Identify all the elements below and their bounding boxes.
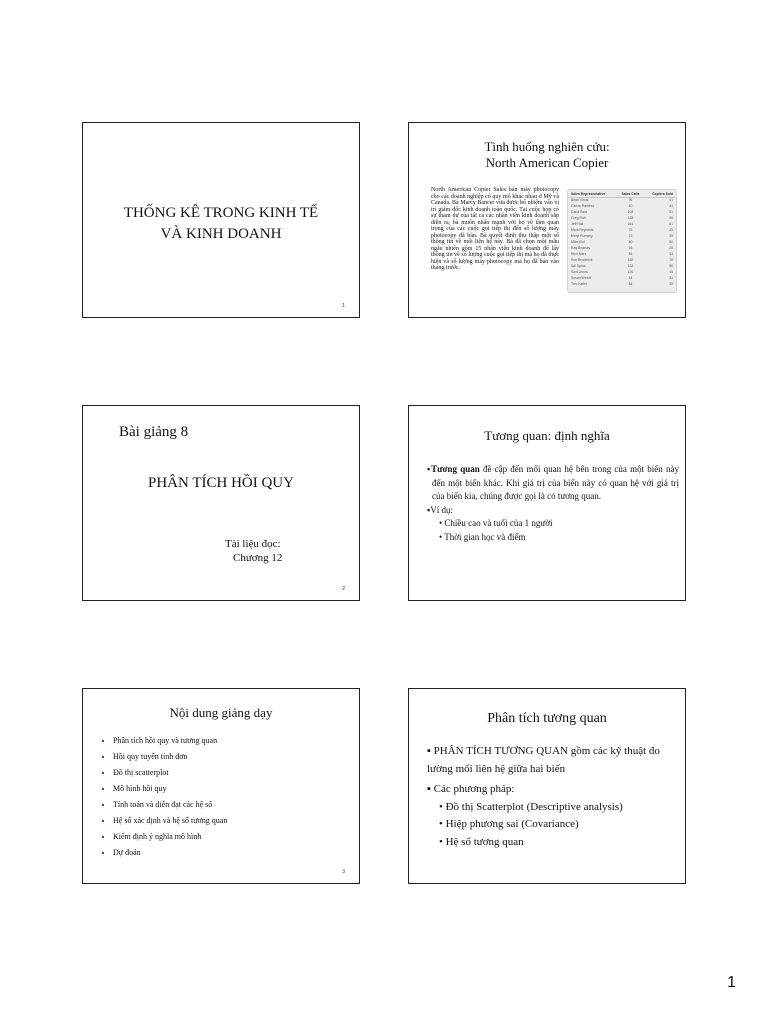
table-row xyxy=(568,216,676,222)
table-row xyxy=(568,258,676,264)
point-bullet: ▪ Các phương pháp: xyxy=(427,783,515,795)
table-row xyxy=(568,252,676,258)
table-body xyxy=(568,198,676,288)
table-cell: Mike Kiel xyxy=(571,240,585,245)
slide-title: Phân tích tương quan xyxy=(487,711,607,726)
title-line: THỐNG KÊ TRONG KINH TẾ xyxy=(123,205,319,221)
method-text: Hệ số tương quan xyxy=(445,835,524,848)
table-cell: 180 xyxy=(627,258,634,263)
table-cell: 70 xyxy=(669,258,673,263)
example-text: Thời gian học và điểm xyxy=(444,531,526,542)
example-bullet: ▪Ví dụ: xyxy=(427,504,453,515)
slide-title: Tương quan: định nghĩa xyxy=(484,428,610,443)
definition-bullet: ▪Tương quan đề cập đến mối quan hệ bên trong của một biến này đến một biến khác. Khi giá trị của biến này có quan hệ với giá trị của biến kia, chúng được gọi là có tương quan. xyxy=(427,464,679,501)
table-cell: 104 xyxy=(627,210,634,215)
table-cell: Sal Spina xyxy=(571,264,586,269)
table-cell: 132 xyxy=(627,264,634,269)
table-header xyxy=(568,190,676,198)
table-cell: Tom Keller xyxy=(571,282,588,287)
example-item: • Chiều cao và tuổi của 1 người xyxy=(439,518,553,528)
table-cell: Brian Virost xyxy=(571,198,589,203)
slide-body xyxy=(427,463,679,544)
table-row xyxy=(568,228,676,234)
table-cell: 44 xyxy=(628,276,633,281)
table-cell: 120 xyxy=(627,270,634,275)
slide-body xyxy=(427,743,677,851)
table-cell: Mark Reynolds xyxy=(571,228,594,233)
table-cell: Carol Saia xyxy=(571,210,587,215)
table-cell: 61 xyxy=(669,222,673,227)
table-cell: Susan Welch xyxy=(571,276,591,281)
table-cell: 56 xyxy=(669,264,673,269)
slide-title: Nội dung giảng dạy xyxy=(169,705,273,720)
slide-number: 1 xyxy=(342,303,345,309)
list-item: • Mô hình hồi quy xyxy=(113,781,227,797)
table-cell: Rich Niles xyxy=(571,252,587,257)
reading-info xyxy=(225,537,282,565)
slide-3 xyxy=(82,405,360,601)
title-line: Tình huống nghiên cứu: xyxy=(484,139,610,154)
table-cell: 29 xyxy=(669,228,673,233)
table-cell: 50 xyxy=(669,240,673,245)
table-cell: 41 xyxy=(669,198,673,203)
method-item: • Đồ thị Scatterplot (Descriptive analysis) xyxy=(439,800,623,813)
table-cell: Ron Broderick xyxy=(571,258,593,263)
table-cell: 28 xyxy=(669,246,673,251)
page-number: 1 xyxy=(727,974,736,991)
table-cell: 80 xyxy=(628,240,633,245)
method-text: Đồ thị Scatterplot (Descriptive analysis) xyxy=(445,800,623,813)
table-cell: Jeff Hall xyxy=(571,222,584,227)
table-row xyxy=(568,240,676,246)
slide-6 xyxy=(408,688,686,884)
point-text: PHÂN TÍCH TƯƠNG QUAN gồm các kỹ thuật đo lường mối liên hệ giữa hai biến xyxy=(427,745,660,775)
slide-4 xyxy=(408,405,686,601)
table-header-cell: Sales Representative xyxy=(571,192,606,196)
table-row xyxy=(568,282,676,288)
table-row xyxy=(568,204,676,210)
title-line: North American Copier xyxy=(485,155,609,170)
method-item: • Hệ số tương quan xyxy=(439,835,524,848)
sales-table xyxy=(567,189,677,293)
list-item: • Phân tích hồi quy và tương quan xyxy=(113,733,227,749)
table-header-cell: Sales Calls xyxy=(621,192,640,196)
list-item: • Hệ số xác định và hệ số tương quan xyxy=(113,813,227,829)
method-item: • Hiệp phương sai (Covariance) xyxy=(439,818,579,830)
table-cell: 76 xyxy=(628,228,633,233)
list-item: • Dự đoán xyxy=(113,845,227,861)
table-row xyxy=(568,198,676,204)
slide-title: PHÂN TÍCH HỒI QUY xyxy=(148,475,294,491)
table-cell: Soni Jones xyxy=(571,270,588,275)
table-header-cell: Copiers Sold xyxy=(652,192,673,196)
table-cell: 41 xyxy=(669,204,673,209)
case-paragraph: North American Copier Sales bán máy photocopy cho các doanh nghiệp có quy mô khác nhau ở Mỹ và Canada. Bà Marcy Bancer vừa được bổ nhiệm vào vị trí giám đốc kinh doanh toàn quốc. Tại cuộc họp có sự tham dự của tất cả các nhân viên kinh doanh sắp diễn ra, bà muốn nhấn mạnh với họ về tầm quan trọng của các cuộc gọi tiếp thị đến số lượng máy photocopy đã bán. Bà quyết định thu thập một số thông tin về mối liên hệ này. Bà đã chọn một mẫu ngẫu nhiên gồm 15 nhân viên kinh doanh để lấy thông tin về số lượng cuộc gọi tiếp thị mà họ đã thực hiện và số lượng máy photocopy mà họ đã bán vào tháng trước. xyxy=(431,187,559,271)
table-row xyxy=(568,246,676,252)
table-cell: Meryl Rumsey xyxy=(571,234,593,239)
definition-text: đề cập đến mối quan hệ bên trong của một biến này đến một biến khác. Khi giá trị của biến này có quan hệ với giá trị của biến kia, chúng được gọi là có tương quan. xyxy=(432,464,679,501)
list-item: • Hồi quy tuyến tính đơn xyxy=(113,749,227,765)
definition-term: Tương quan xyxy=(431,464,480,474)
table-row xyxy=(568,210,676,216)
table-cell: 39 xyxy=(669,234,673,239)
table-cell: 40 xyxy=(628,204,633,209)
reading-chapter: Chương 12 xyxy=(233,552,283,564)
table-row xyxy=(568,276,676,282)
reading-label: Tài liệu đọc: xyxy=(225,538,281,550)
slide-number: 2 xyxy=(342,586,345,592)
table-cell: 72 xyxy=(628,234,633,239)
example-label: Ví dụ: xyxy=(430,504,453,515)
slide-number: 3 xyxy=(342,869,345,875)
table-cell: Greg Fish xyxy=(571,216,586,221)
list-item: • Đồ thị scatterplot xyxy=(113,765,227,781)
table-cell: 84 xyxy=(628,252,633,257)
list-item: • Kiểm định ý nghĩa mô hình xyxy=(113,829,227,845)
table-cell: 96 xyxy=(628,198,633,203)
table-cell: 84 xyxy=(628,282,633,287)
point-bullet: ▪ PHÂN TÍCH TƯƠNG QUAN gồm các kỹ thuật đo lường mối liên hệ giữa hai biến xyxy=(427,745,660,775)
method-text: Hiệp phương sai (Covariance) xyxy=(445,818,579,830)
table-cell: Carlos Ramirez xyxy=(571,204,595,209)
example-item: • Thời gian học và điểm xyxy=(439,531,526,542)
table-cell: 164 xyxy=(627,222,634,227)
table-cell: 30 xyxy=(669,282,673,287)
slide-5 xyxy=(82,688,360,884)
slide-1 xyxy=(82,122,360,318)
table-cell: 60 xyxy=(669,216,673,221)
table-row xyxy=(568,222,676,228)
example-text: Chiều cao và tuổi của 1 người xyxy=(444,518,553,528)
table-cell: 31 xyxy=(669,276,673,281)
table-row xyxy=(568,270,676,276)
list-item: • Tính toán và diễn đạt các hệ số xyxy=(113,797,227,813)
table-cell: 51 xyxy=(669,210,673,215)
table-cell: 36 xyxy=(628,246,633,251)
table-cell: Ray Snarsky xyxy=(571,246,591,251)
slide-title xyxy=(409,139,685,171)
content-list xyxy=(97,733,227,861)
point-text: Các phương pháp: xyxy=(433,783,515,795)
title-line: VÀ KINH DOANH xyxy=(160,226,282,242)
table-cell: 128 xyxy=(627,216,634,221)
lecture-label: Bài giảng 8 xyxy=(119,424,189,440)
table-row xyxy=(568,234,676,240)
table-cell: 45 xyxy=(669,270,673,275)
slide-title xyxy=(83,203,359,245)
table-row xyxy=(568,264,676,270)
table-cell: 43 xyxy=(669,252,673,257)
slide-2 xyxy=(408,122,686,318)
